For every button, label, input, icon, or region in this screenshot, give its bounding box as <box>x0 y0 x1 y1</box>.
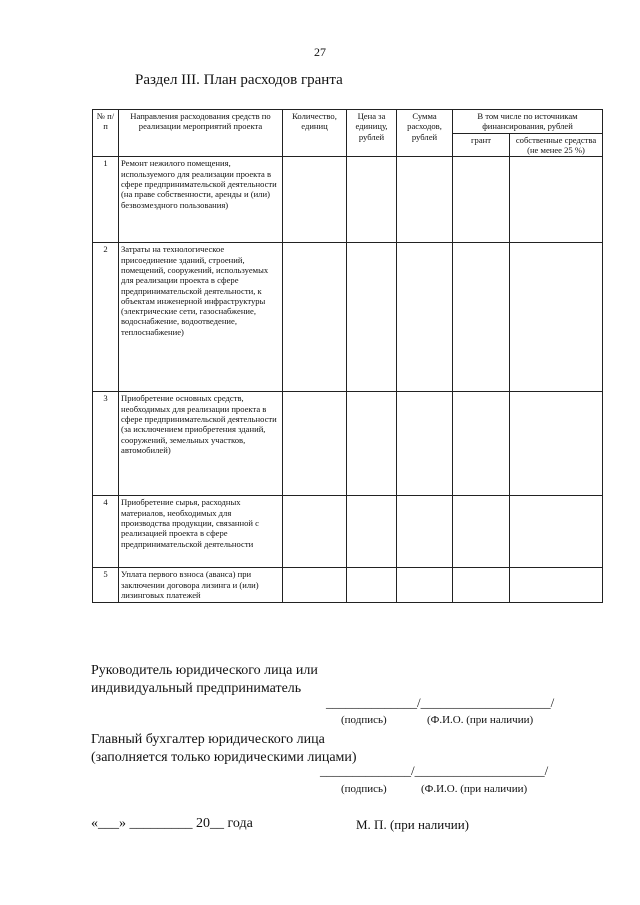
accountant-signature-caption: (подпись) <box>341 783 387 795</box>
header-price: Цена за единицу, рублей <box>347 110 397 157</box>
accountant-signature-line[interactable]: ______________/____________________/ <box>320 763 549 778</box>
header-qty: Количество, единиц <box>283 110 347 157</box>
grant-cell[interactable] <box>453 243 510 392</box>
grant-cell[interactable] <box>453 496 510 568</box>
table-header-row <box>93 110 603 134</box>
own-funds-cell[interactable] <box>510 243 603 392</box>
own-funds-cell[interactable] <box>510 568 603 603</box>
grant-expense-table <box>92 109 603 603</box>
header-num: № п/п <box>93 110 119 157</box>
row-description: Затраты на технологическое присоединение зданий, строений, помещений, сооружений, используемых для реализации проекта в сфере предпринимательской деятельности, к объектам инженерной инфраструктуры (электрические сети, газоснабжение, водоснабжение, водоотведение, теплоснабжение) <box>119 243 283 392</box>
row-number: 3 <box>93 392 119 496</box>
table-row <box>93 496 603 568</box>
row-description: Уплата первого взноса (аванса) при заключении договора лизинга и (или) лизинговых платежей <box>119 568 283 603</box>
head-signature-caption: (подпись) <box>341 714 387 726</box>
header-sum: Сумма расходов, рублей <box>397 110 453 157</box>
row-number: 5 <box>93 568 119 603</box>
row-description: Ремонт нежилого помещения, используемого для реализации проекта в сфере предпринимательской деятельности (на праве собственности, аренды и (или) безвозмездного пользования) <box>119 157 283 243</box>
price-cell[interactable] <box>347 568 397 603</box>
row-number: 2 <box>93 243 119 392</box>
sum-cell[interactable] <box>397 568 453 603</box>
grant-cell[interactable] <box>453 392 510 496</box>
table-row <box>93 243 603 392</box>
header-own: собственные средства (не менее 25 %) <box>510 133 603 157</box>
header-sources: В том числе по источникам финансирования, рублей <box>453 110 603 134</box>
qty-cell[interactable] <box>283 243 347 392</box>
price-cell[interactable] <box>347 243 397 392</box>
row-description: Приобретение сырья, расходных материалов, необходимых для производства продукции, связанной с реализацией проекта в сфере предпринимательской деятельности <box>119 496 283 568</box>
price-cell[interactable] <box>347 496 397 568</box>
table-row <box>93 392 603 496</box>
header-direction: Направления расходования средств по реализации мероприятий проекта <box>119 110 283 157</box>
table-row <box>93 157 603 243</box>
sum-cell[interactable] <box>397 243 453 392</box>
row-number: 4 <box>93 496 119 568</box>
qty-cell[interactable] <box>283 392 347 496</box>
accountant-signature-label: Главный бухгалтер юридического лица (заполняется только юридическими лицами) <box>91 732 357 765</box>
table-row <box>93 568 603 603</box>
qty-cell[interactable] <box>283 496 347 568</box>
qty-cell[interactable] <box>283 157 347 243</box>
head-signature-line[interactable]: ______________/____________________/ <box>326 695 555 710</box>
grant-cell[interactable] <box>453 157 510 243</box>
qty-cell[interactable] <box>283 568 347 603</box>
price-cell[interactable] <box>347 392 397 496</box>
header-grant: грант <box>453 133 510 157</box>
sum-cell[interactable] <box>397 496 453 568</box>
own-funds-cell[interactable] <box>510 157 603 243</box>
sum-cell[interactable] <box>397 392 453 496</box>
head-signature-label: Руководитель юридического лица или индивидуальный предприниматель <box>91 663 318 696</box>
page-number: 27 <box>314 45 326 59</box>
grant-cell[interactable] <box>453 568 510 603</box>
date-line[interactable]: «___» _________ 20__ года <box>91 816 253 831</box>
accountant-name-caption: (Ф.И.О. (при наличии) <box>421 783 528 795</box>
row-description: Приобретение основных средств, необходимых для реализации проекта в сфере предпринимательской деятельности (за исключением приобретения зданий, сооружений, земельных участков, автомобилей) <box>119 392 283 496</box>
row-number: 1 <box>93 157 119 243</box>
price-cell[interactable] <box>347 157 397 243</box>
own-funds-cell[interactable] <box>510 496 603 568</box>
stamp-placeholder: М. П. (при наличии) <box>356 817 470 832</box>
own-funds-cell[interactable] <box>510 392 603 496</box>
sum-cell[interactable] <box>397 157 453 243</box>
section-title: Раздел III. План расходов гранта <box>135 72 343 88</box>
head-name-caption: (Ф.И.О. (при наличии) <box>427 714 534 726</box>
